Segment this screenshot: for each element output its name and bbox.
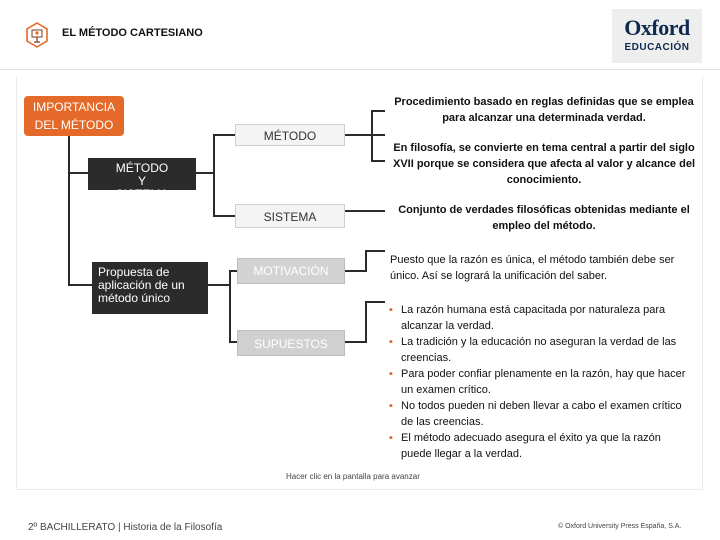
bullet-icon: ▪ — [389, 304, 393, 316]
connector-line — [345, 210, 385, 212]
list-item — [385, 366, 690, 398]
connector-line — [213, 134, 235, 136]
bullet-icon: ▪ — [389, 400, 393, 412]
importancia-box[interactable]: IMPORTANCIA DEL MÉTODO — [24, 96, 124, 136]
connector-line — [365, 250, 385, 252]
metodo-box[interactable]: MÉTODO — [235, 124, 345, 146]
connector-line — [229, 270, 237, 272]
connector-line — [229, 341, 237, 343]
connector-line — [345, 134, 385, 136]
advance-hint: Hacer clic en la pantalla para avanzar — [286, 472, 420, 481]
bullet-icon: ▪ — [389, 336, 393, 348]
supuestos-list — [385, 302, 690, 462]
list-item-text: La tradición y la educación no aseguran la verdad de las creencias. — [401, 336, 677, 364]
connector-line — [345, 341, 365, 343]
connector-line — [68, 134, 70, 286]
connector-line — [365, 301, 385, 303]
connector-line — [207, 284, 229, 286]
list-item — [385, 334, 690, 366]
bullet-icon: ▪ — [389, 368, 393, 380]
motivacion-definition: Puesto que la razón es única, el método también debe ser único. Así se logrará la unificación del saber. — [390, 254, 675, 282]
footer-course: 2º BACHILLERATO | Historia de la Filosofía — [28, 522, 223, 533]
chalkboard-teacher-icon — [26, 22, 48, 48]
connector-line — [196, 172, 214, 174]
connector-line — [371, 110, 373, 162]
connector-line — [213, 134, 215, 216]
connector-line — [371, 160, 385, 162]
sistema-definition: Conjunto de verdades filosóficas obtenidas mediante el empleo del método. — [398, 204, 690, 232]
metodo-sistema-box[interactable]: MÉTODO Y SISTEMA — [88, 158, 196, 190]
footer-copyright: © Oxford University Press España, S.A. — [558, 523, 682, 530]
list-item — [385, 302, 690, 334]
page-title: EL MÉTODO CARTESIANO — [62, 27, 203, 39]
connector-line — [345, 270, 365, 272]
brand-name: Oxford — [624, 15, 690, 40]
bullet-icon: ▪ — [389, 432, 393, 444]
connector-line — [365, 250, 367, 272]
sistema-box[interactable]: SISTEMA — [235, 204, 345, 228]
list-item — [385, 398, 690, 430]
metodo-filosofia: En filosofía, se convierte en tema central a partir del siglo XVII porque se considera que afecta al valor y alcance del conocimiento. — [392, 142, 696, 186]
motivacion-box[interactable]: MOTIVACIÓN — [237, 258, 345, 284]
connector-line — [213, 215, 235, 217]
list-item-text: La razón humana está capacitada por naturaleza para alcanzar la verdad. — [401, 304, 666, 332]
metodo-definition: Procedimiento basado en reglas definidas que se emplea para alcanzar una determinada verdad. — [394, 96, 694, 124]
connector-line — [365, 301, 367, 343]
list-item — [385, 430, 690, 462]
supuestos-box[interactable]: SUPUESTOS — [237, 330, 345, 356]
connector-line — [229, 270, 231, 342]
connector-line — [371, 110, 385, 112]
header — [0, 0, 720, 70]
list-item-text: No todos pueden ni deben llevar a cabo el examen crítico de las creencias. — [401, 400, 682, 428]
connector-line — [68, 172, 88, 174]
brand-sub: EDUCACIÓN — [624, 42, 690, 53]
oxford-logo — [612, 9, 702, 63]
list-item-text: Para poder confiar plenamente en la razón, hay que hacer un examen crítico. — [401, 368, 686, 396]
connector-line — [68, 284, 92, 286]
list-item-text: El método adecuado asegura el éxito ya que la razón puede llegar a la verdad. — [401, 432, 661, 460]
propuesta-box[interactable]: Propuesta de aplicación de un método único — [92, 262, 208, 314]
